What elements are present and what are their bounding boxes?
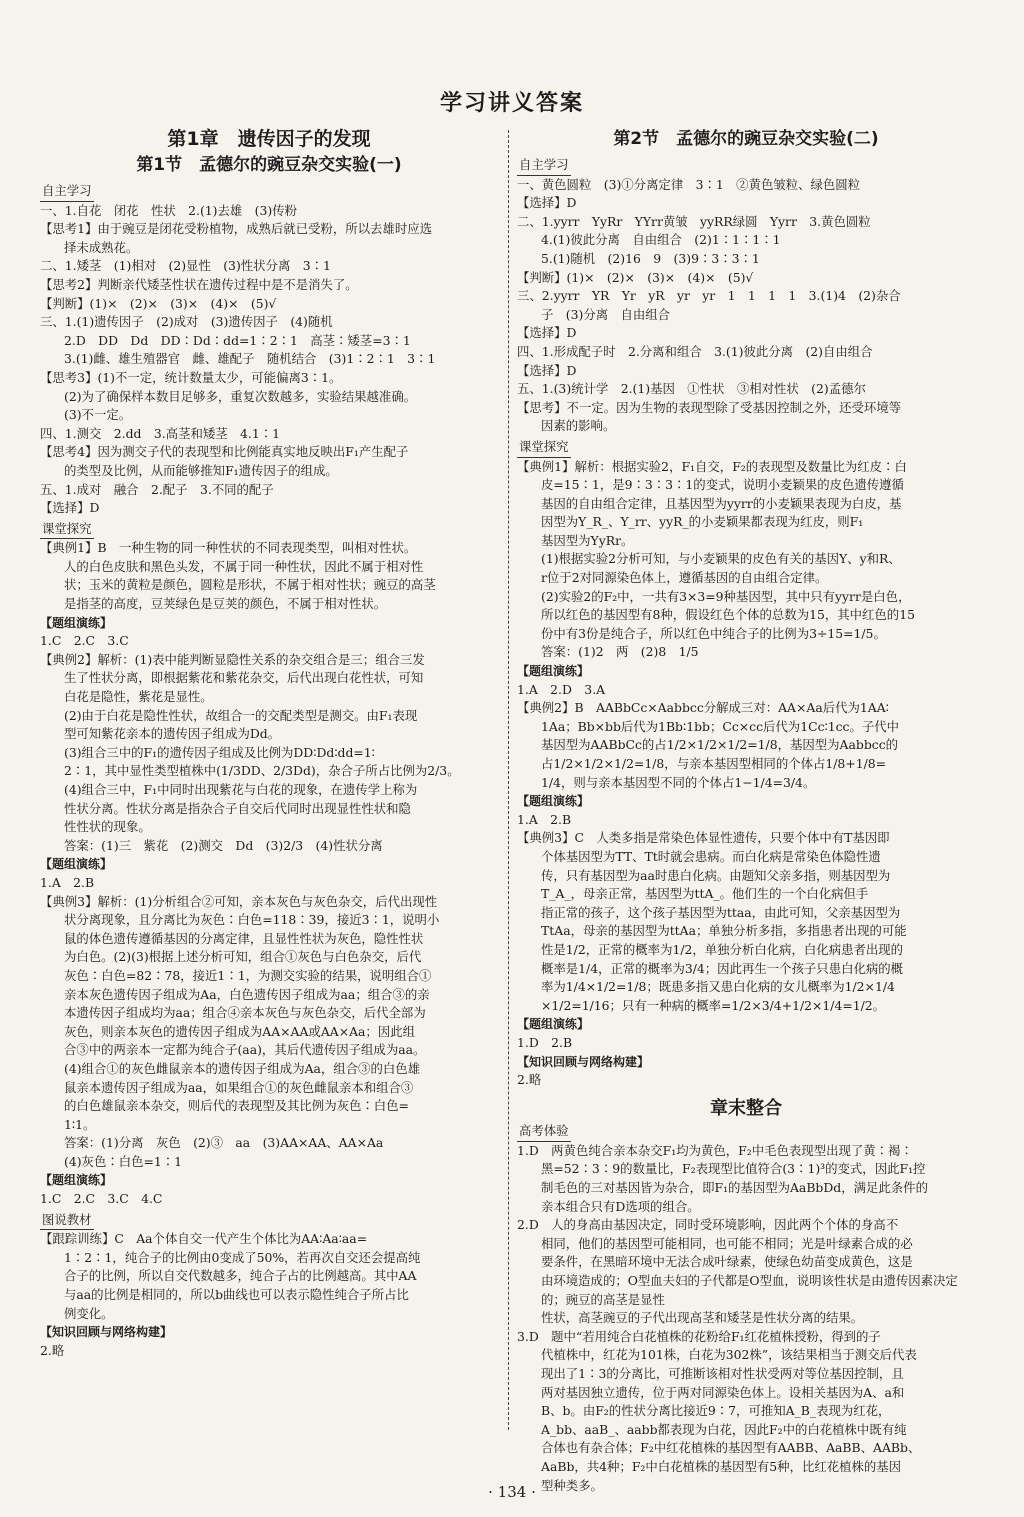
answer-continuation: 答案：(1)三 紫花 (2)测交 Dd (3)2/3 (4)性状分离 xyxy=(64,837,383,853)
answer-line: 三、2.yyrr YR Yr yR yr yr 1 1 1 1 3.(1)4 (2)杂合 xyxy=(517,288,901,304)
answer-continuation: AaBb，共4种；F₂中白花植株的基因型有5种，比红花植株的基因 xyxy=(541,1458,902,1474)
answer-continuation: 占1/2×1/2×1/2=1/8，与亲本基因型相同的个体占1/8+1/8= xyxy=(541,756,887,771)
subsection-heading xyxy=(40,1211,498,1231)
answer-line: 【选择】D xyxy=(40,500,100,516)
answer-line: 【跟踪训练】C Aa个体自交一代产生个体比为AA∶Aa∶aa= xyxy=(40,1231,368,1247)
answer-continuation: 状；玉米的黄粒是颜色，圆粒是形状，不属于相对性状；豌豆的高茎 xyxy=(64,577,436,593)
answer-line: 1.D 2.B xyxy=(517,1034,573,1050)
subsection-label: 图说教材 xyxy=(40,1211,94,1231)
answer-continuation: 4.(1)彼此分离 自由组合 (2)1∶1∶1∶1 xyxy=(541,232,781,248)
answer-continuation: 2.D DD Dd DD∶Dd∶dd=1∶2∶1 高茎∶矮茎=3∶1 xyxy=(64,332,411,348)
answer-continuation: 本遗传因子组成均为aa；组合④亲本灰色与灰色杂交，后代全部为 xyxy=(64,1005,426,1021)
answer-continuation: TtAa，母亲的基因型为ttAa；单独分析多指，多指患者出现的可能 xyxy=(541,923,907,939)
answer-line: 【判断】(1)× (2)× (3)× (4)× (5)√ xyxy=(517,269,754,285)
answer-continuation: 要条件，在黑暗环境中无法合成叶绿素，使绿色幼苗变成黄色，这是 xyxy=(541,1254,913,1270)
answer-continuation: 制毛色的三对基因皆为杂合，即F₁的基因型为AaBbDd，满足此条件的 xyxy=(541,1180,928,1196)
answer-continuation: 个体基因型为TT、Tt时就会患病。而白化病是常染色体隐性遗 xyxy=(541,848,881,864)
answer-continuation: 由环境造成的；O型血夫妇的子代都是O型血，说明该性状是由遗传因素决定的；豌豆的高茎是显性 xyxy=(541,1273,958,1307)
answer-line: 【思考3】(1)不一定，统计数量太少，可能偏离3∶1。 xyxy=(40,369,342,385)
answer-continuation: 例变化。 xyxy=(64,1305,114,1321)
answer-continuation: 相同，他们的基因型可能相同，也可能不相同；光是叶绿素合成的必 xyxy=(541,1235,913,1251)
answer-continuation: 率为1/4×1/2=1/8；既患多指又患白化病的女儿概率为1/2×1/4 xyxy=(541,979,895,995)
answer-continuation: (4)组合①的灰色雌鼠亲本的遗传因子组成为Aa，组合③的白色雄 xyxy=(64,1060,421,1076)
answer-line: 3.D 题中“若用纯合白花植株的花粉给F₁红花植株授粉，得到的子 xyxy=(517,1328,881,1344)
answer-continuation: 合体也有杂合体；F₂中红花植株的基因型有AABB、AaBB、AABb、 xyxy=(541,1440,921,1456)
answer-continuation: 基因的自由组合定律，且基因型为yyrr的小麦颖果表现为白皮，基 xyxy=(541,495,902,511)
exercise-group-label: 【题组演练】 xyxy=(517,664,590,679)
subsection-heading xyxy=(517,156,975,176)
subsection-heading xyxy=(517,438,975,458)
answer-line: 五、1.成对 融合 2.配子 3.不同的配子 xyxy=(40,481,274,497)
answer-line: 1.A 2.B xyxy=(517,811,572,827)
answer-continuation: 灰色，则亲本灰色的遗传因子组成为AA×AA或AA×Aa；因此组 xyxy=(64,1023,415,1039)
answer-continuation: 亲本灰色遗传因子组成为Aa，白色遗传因子组成为aa；组合③的亲 xyxy=(64,986,430,1002)
answer-continuation: 为白色。(2)(3)根据上述分析可知，组合①灰色与白色杂交，后代 xyxy=(64,949,422,965)
answer-line: 【判断】(1)× (2)× (3)× (4)× (5)√ xyxy=(40,295,277,311)
right-column xyxy=(517,126,975,1495)
answer-continuation: 答案：(1)分离 灰色 (2)③ aa (3)AA×AA、AA×Aa xyxy=(64,1135,384,1151)
answer-continuation: 鼠的体色遗传遵循基因的分离定律，且显性性状为灰色，隐性性状 xyxy=(64,930,424,946)
answer-continuation: (2)为了确保样本数目足够多，重复次数越多，实验结果越准确。 xyxy=(64,388,417,404)
answer-line: 1.A 2.B xyxy=(40,874,95,890)
answer-line: 【思考】不一定。因为生物的表现型除了受基因控制之外，还受环境等 xyxy=(517,399,902,415)
answer-continuation: 鼠亲本遗传因子组成为aa，如果组合①的灰色雌鼠亲本和组合③ xyxy=(64,1079,414,1095)
subsection-label: 自主学习 xyxy=(40,182,94,202)
answer-continuation: 子 (3)分离 自由组合 xyxy=(541,306,671,322)
answer-line: 【思考1】由于豌豆是闭花受粉植物，成熟后就已受粉，所以去雄时应选 xyxy=(40,221,432,237)
answer-continuation: 因型为Y_R_、Y_rr、yyR_的小麦颖果都表现为红皮，则F₁ xyxy=(541,514,864,530)
exercise-group-label: 【题组演练】 xyxy=(517,1017,590,1032)
left-column xyxy=(40,126,498,1360)
subsection-heading xyxy=(40,520,498,540)
answer-continuation: 性状分离。性状分离是指杂合子自交后代同时出现显性性状和隐 xyxy=(64,800,411,816)
answer-continuation: 基因型为YyRr。 xyxy=(541,532,634,548)
section-title-1: 第1节 孟德尔的豌豆杂交实验(一) xyxy=(136,155,402,175)
answer-line: 【典例3】C 人类多指是常染色体显性遗传，只要个体中有T基因即 xyxy=(517,830,890,846)
answer-line: 【思考2】判断亲代矮茎性状在遗传过程中是不是消失了。 xyxy=(40,276,358,292)
right-body xyxy=(517,156,975,1495)
answer-continuation: 合③中的两亲本一定都为纯合子(aa)，其后代遗传因子组成为aa。 xyxy=(64,1042,426,1058)
answer-continuation: 与aa的比例是相同的，所以b曲线也可以表示隐性纯合子所占比 xyxy=(64,1287,409,1303)
answer-line: 一、1.自花 闭花 性状 2.(1)去雄 (3)传粉 xyxy=(40,202,297,218)
answer-continuation: (1)根据实验2分析可知，与小麦颖果的皮色有关的基因Y、y和R、 xyxy=(541,551,901,567)
column-divider xyxy=(508,130,509,1430)
answer-line: 1.C 2.C 3.C 4.C xyxy=(40,1191,163,1207)
left-body xyxy=(40,182,498,1360)
answer-line: 【典例1】解析：根据实验2，F₁自交，F₂的表现型及数量比为红皮∶白 xyxy=(517,458,907,474)
answer-line: 1.D 两黄色纯合亲本杂交F₁均为黄色，F₂中毛色表现型出现了黄∶褐∶ xyxy=(517,1142,913,1158)
answer-line: 四、1.测交 2.dd 3.高茎和矮茎 4.1∶1 xyxy=(40,425,280,441)
answer-line: 【典例2】解析：(1)表中能判断显隐性关系的杂交组合是三；组合三发 xyxy=(40,651,425,667)
answer-continuation: 白花是隐性，紫花是显性。 xyxy=(64,689,213,705)
answer-continuation: (2)实验2的F₂中，一共有3×3=9种基因型，其中只有yyrr是白色， xyxy=(541,588,911,604)
subsection-heading xyxy=(517,1122,975,1142)
answer-continuation: 型可知紫花亲本的遗传因子组成为Dd。 xyxy=(64,726,281,742)
answer-continuation: 3.(1)雌、雄生殖器官 雌、雄配子 随机结合 (3)1∶2∶1 3∶1 xyxy=(64,351,436,367)
answer-continuation: 份中有3份是纯合子，所以红色中纯合子的比例为3÷15=1/5。 xyxy=(541,625,886,641)
answer-continuation: 1/4，则与亲本基因型不同的个体占1−1/4=3/4。 xyxy=(541,774,816,790)
answer-continuation: 1∶1。 xyxy=(64,1116,96,1132)
exercise-group-label: 【题组演练】 xyxy=(40,615,113,630)
answer-line: 四、1.形成配子时 2.分离和组合 3.(1)彼此分离 (2)自由组合 xyxy=(517,343,873,359)
answer-continuation: 概率是1/4，正常的概率为3/4；因此再生一个孩子只患白化病的概 xyxy=(541,960,904,976)
page-title: 学习讲义答案 xyxy=(439,91,584,116)
answer-continuation: 两对基因独立遗传，位于两对同源染色体上。设相关基因为A、a和 xyxy=(541,1384,905,1400)
answer-line: 【典例3】解析：(1)分析组合②可知，亲本灰色与灰色杂交，后代出现性 xyxy=(40,893,438,909)
answer-continuation: 灰色∶白色=82∶78，接近1∶1，为测交实验的结果，说明组合① xyxy=(64,967,432,983)
answer-continuation: 型种类多。 xyxy=(541,1477,603,1493)
answer-continuation: 2∶1，其中显性类型植株中(1/3DD、2/3Dd)，杂合子所占比例为2/3。 xyxy=(64,763,460,779)
answer-continuation: 5.(1)随机 (2)16 9 (3)9∶3∶3∶1 xyxy=(541,250,760,266)
chapter-summary-title: 章末整合 xyxy=(710,1097,782,1119)
answer-continuation: 择未成熟花。 xyxy=(64,239,139,255)
answer-line: 1.A 2.D 3.A xyxy=(517,681,606,697)
answer-continuation: 状分离现象，且分离比为灰色∶白色=118∶39，接近3∶1，说明小 xyxy=(64,912,440,928)
exercise-group-label: 【题组演练】 xyxy=(517,794,590,809)
answer-continuation: 亲本组合只有D选项的组合。 xyxy=(541,1198,700,1214)
answer-line: 【典例1】B 一种生物的同一种性状的不同表现类型，叫相对性状。 xyxy=(40,540,417,556)
subsection-label: 高考体验 xyxy=(517,1122,571,1142)
answer-continuation: 因素的影响。 xyxy=(541,418,616,434)
answer-continuation: B、b。由F₂的性状分离比接近9∶7，可推知A_B_表现为红花， xyxy=(541,1403,891,1419)
answer-line: 2.略 xyxy=(517,1072,542,1088)
answer-continuation: 指正常的孩子，这个孩子基因型为ttaa，由此可知，父亲基因型为 xyxy=(541,904,901,920)
answer-continuation: 现出了1∶3的分离比，可推断该相对性状受两对等位基因控制，且 xyxy=(541,1366,904,1381)
answer-continuation: (3)组合三中的F₁的遗传因子组成及比例为DD∶Dd∶dd=1∶ xyxy=(64,744,375,760)
chapter-title: 第1章 遗传因子的发现 xyxy=(167,128,371,150)
answer-line: 2.D 人的身高由基因决定，同时受环境影响，因此两个个体的身高不 xyxy=(517,1217,899,1233)
subsection-heading xyxy=(40,182,498,202)
answer-line: 三、1.(1)遗传因子 (2)成对 (3)遗传因子 (4)随机 xyxy=(40,314,333,330)
answer-line: 【选择】D xyxy=(517,325,577,341)
answer-continuation: 合子的比例，所以自交代数越多，纯合子占的比例越高。其中AA xyxy=(64,1268,417,1284)
subsection-label: 自主学习 xyxy=(517,156,571,176)
answer-continuation: (4)组合三中，F₁中同时出现紫花与白花的现象，在遗传学上称为 xyxy=(64,782,418,797)
answer-line: 二、1.yyrr YyRr YYrr黄皱 yyRR绿圆 Yyrr 3.黄色圆粒 xyxy=(517,213,871,229)
answer-line: 【思考4】因为测交子代的表现型和比例能真实地反映出F₁产生配子 xyxy=(40,444,409,460)
answer-continuation: r位于2对同源染色体上，遵循基因的自由组合定律。 xyxy=(541,570,828,586)
answer-continuation: ×1/2=1/16；只有一种病的概率=1/2×3/4+1/2×1/4=1/2。 xyxy=(541,997,886,1013)
answer-continuation: 皮=15∶1，是9∶3∶3∶1的变式，说明小麦颖果的皮色遗传遵循 xyxy=(541,477,904,493)
answer-continuation: 是指茎的高度，豆荚绿色是豆荚的颜色，不属于相对性状。 xyxy=(64,596,387,612)
answer-continuation: 所以红色的基因型有8种，假设红色个体的总数为15，其中红色的15 xyxy=(541,607,915,623)
answer-continuation: 传，只有基因型为aa时患白化病。由题知父亲多指，则基因型为 xyxy=(541,867,891,883)
answer-line: 五、1.(3)统计学 2.(1)基因 ①性状 ③相对性状 (2)孟德尔 xyxy=(517,381,866,397)
answer-continuation: 基因型为AABbCc的占1/2×1/2×1/2=1/8，基因型为Aabbcc的 xyxy=(541,737,899,753)
answer-line: 【选择】D xyxy=(517,195,577,211)
page-number: · 134 · xyxy=(488,1483,536,1501)
answer-line: 二、1.矮茎 (1)相对 (2)显性 (3)性状分离 3∶1 xyxy=(40,258,331,274)
answer-continuation: 答案：(1)2 两 (2)8 1/5 xyxy=(541,644,699,660)
exercise-group-label: 【知识回顾与网络构建】 xyxy=(517,1054,650,1069)
answer-continuation: (4)灰色∶白色=1∶1 xyxy=(64,1153,183,1169)
answer-continuation: 代植株中，红花为101株，白花为302株”，该结果相当于测交后代表 xyxy=(541,1347,917,1363)
answer-continuation: (3)不一定。 xyxy=(64,407,132,423)
answer-continuation: 生了性状分离，即根据紫花和紫花杂交，后代出现白花性状，可知 xyxy=(64,670,424,686)
answer-continuation: 人的白色皮肤和黑色头发，不属于同一种性状，因此不属于相对性 xyxy=(64,558,424,574)
answer-line: 一、黄色圆粒 (3)①分离定律 3∶1 ②黄色皱粒、绿色圆粒 xyxy=(517,176,861,192)
answer-continuation: 性是1/2，正常的概率为1/2，单独分析白化病，白化病患者出现的 xyxy=(541,941,904,957)
answer-continuation: 性性状的现象。 xyxy=(64,819,151,835)
subsection-label: 课堂探究 xyxy=(40,520,94,540)
answer-line: 【典例2】B AABbCc×Aabbcc分解成三对：AA×Aa后代为1AA∶ xyxy=(517,700,889,716)
answer-continuation: 1∶2∶1，纯合子的比例由0变成了50%，若再次自交还会提高纯 xyxy=(64,1249,421,1265)
answer-continuation: T_A_，母亲正常，基因型为ttA_。他们生的一个白化病但手 xyxy=(541,886,869,902)
answer-line: 【选择】D xyxy=(517,362,577,378)
exercise-group-label: 【知识回顾与网络构建】 xyxy=(40,1325,173,1340)
answer-continuation: 黑=52∶3∶9的数量比，F₂表现型比值符合(3∶1)³的变式，因此F₁控 xyxy=(541,1161,926,1177)
answer-continuation: 的类型及比例，从而能够推知F₁遗传因子的组成。 xyxy=(64,462,338,478)
answer-continuation: A_bb、aaB_、aabb都表现为白花，因此F₂中的白花植株中既有纯 xyxy=(541,1421,907,1437)
answer-continuation: 性状，高茎豌豆的子代出现高茎和矮茎是性状分离的结果。 xyxy=(541,1310,864,1326)
answer-continuation: (2)由于白花是隐性性状，故组合一的交配类型是测交。由F₁表现 xyxy=(64,707,418,723)
answer-continuation: 1Aa；Bb×bb后代为1Bb∶1bb；Cc×cc后代为1Cc∶1cc。子代中 xyxy=(541,718,900,734)
subsection-label: 课堂探究 xyxy=(517,438,571,458)
exercise-group-label: 【题组演练】 xyxy=(40,1173,113,1188)
exercise-group-label: 【题组演练】 xyxy=(40,857,113,872)
answer-line: 2.略 xyxy=(40,1342,65,1358)
section-title-2: 第2节 孟德尔的豌豆杂交实验(二) xyxy=(613,129,879,149)
answer-line: 1.C 2.C 3.C xyxy=(40,633,129,649)
answer-continuation: 的白色雄鼠亲本杂交，则后代的表现型及其比例为灰色∶白色= xyxy=(64,1098,409,1114)
